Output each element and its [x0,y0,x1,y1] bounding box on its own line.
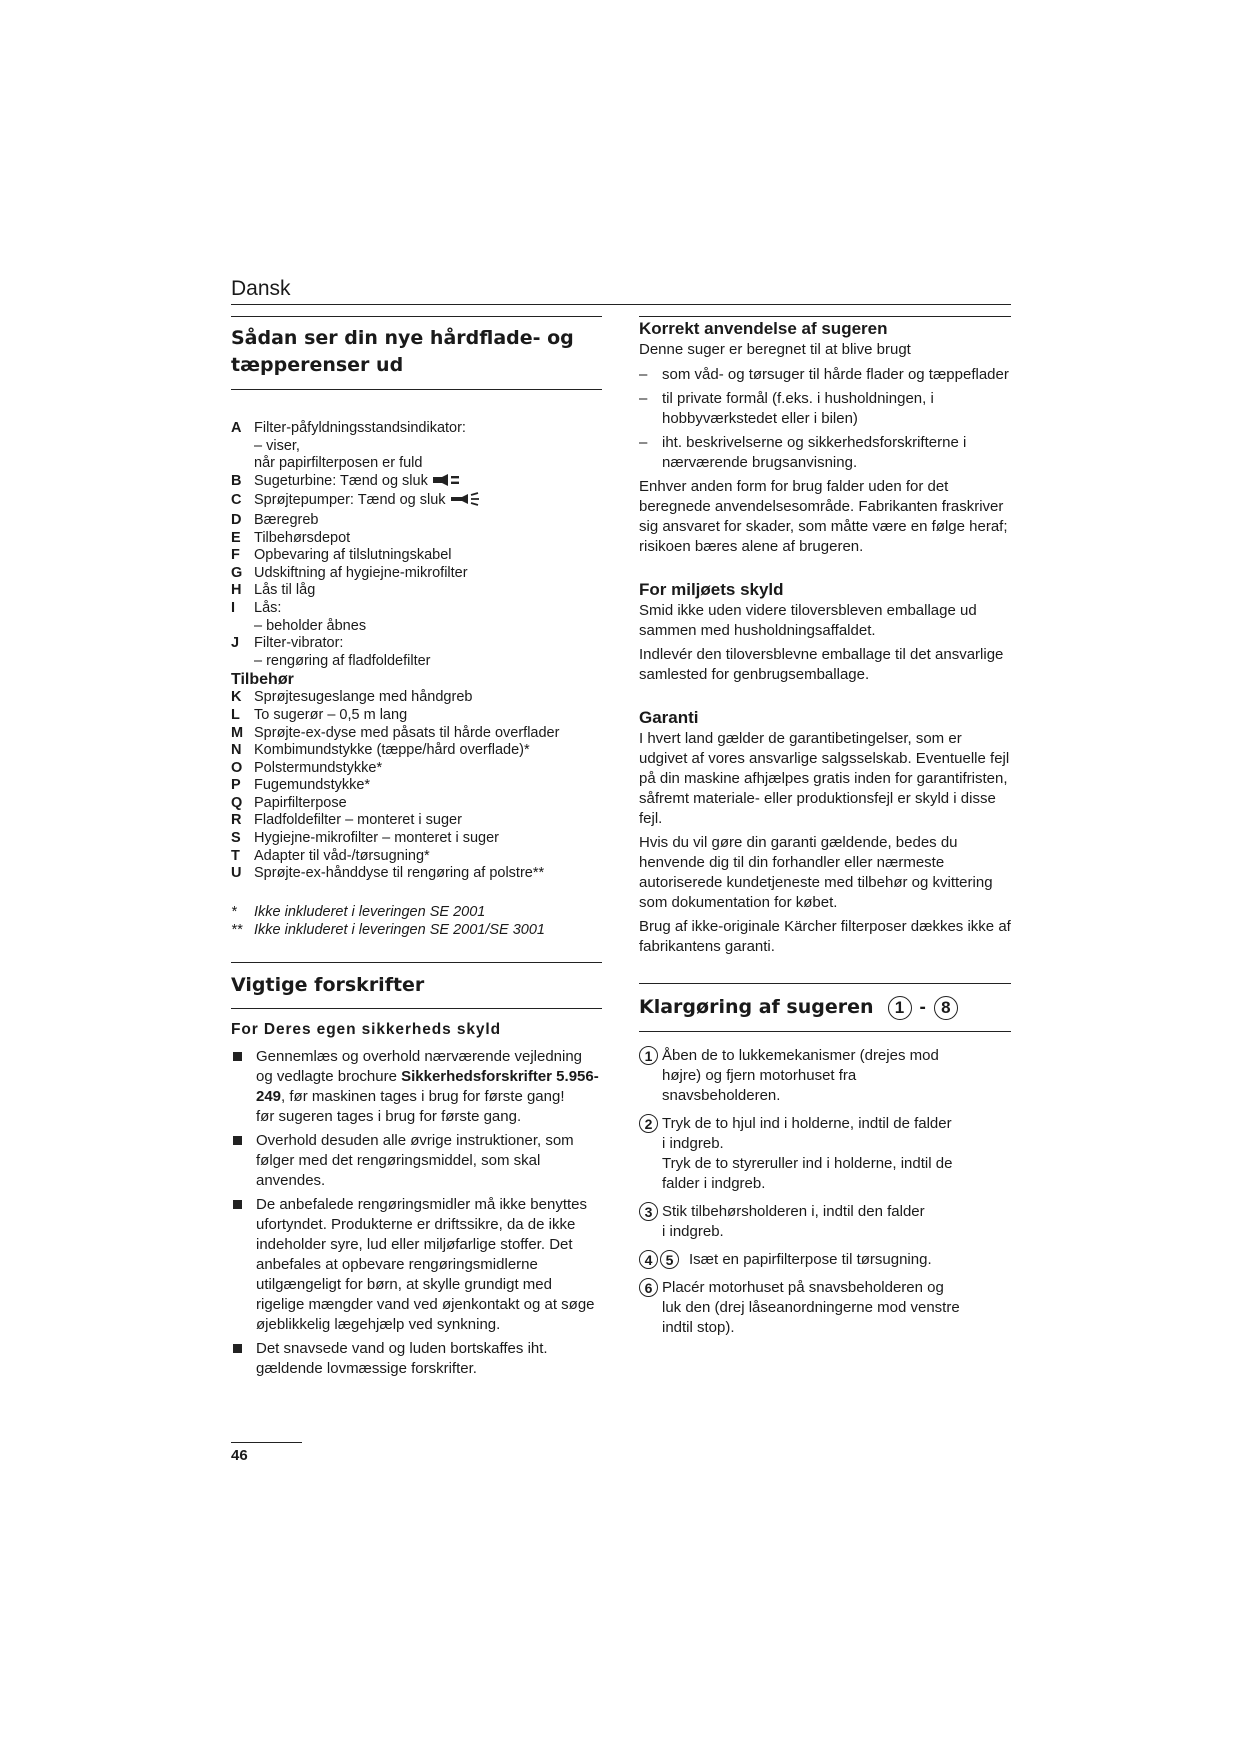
accessory-text: Polstermundstykke* [254,759,383,776]
footnote-text: Ikke inkluderet i leveringen SE 2001 [254,903,486,920]
accessory-row [231,742,602,760]
step-number-icon: 6 [639,1278,658,1297]
legend-row [231,473,602,493]
setup-title: Klargøring af sugeren [639,996,874,1018]
accessory-key: R [231,812,242,829]
step-number-icon: 5 [660,1250,679,1269]
legend-text: når papirfilterposen er fuld [254,455,423,472]
footnote-mark: * [231,903,237,920]
accessories-heading: Tilbehør [231,671,294,689]
legend-text: Tilbehørsdepot [254,529,351,546]
step-number-icon: 3 [639,1202,658,1221]
footnote-mark: ** [231,921,243,938]
step-numbers [639,1114,658,1194]
header-rule [231,304,1011,305]
accessory-key: O [231,759,243,776]
legend-text: Sprøjtepumper: Tænd og sluk [254,492,446,509]
warranty-title: Garanti [639,708,699,727]
safety-bullet: De anbefalede rengøringsmidler må ikke benyttes ufortyndet. Produkterne er driftssikre, da de ikke indeholder syre, lud eller miljøfarlige stoffer. Det anbefales at opbevare rengøringsmidlerne utilgængeligt for børn, at skylle grundigt med rigelige mængder vand ved øjenkontakt og at søge øjeblikkelig lægehjælp ved synkning. [231,1195,602,1335]
setup-step [639,1278,1011,1338]
step-number-icon: 1 [639,1046,658,1065]
legend-key: D [231,511,242,528]
spray-pump-switch-icon [450,492,480,512]
page-number-rule [231,1442,302,1443]
accessory-text: Fladfoldefilter – monteret i suger [254,812,462,829]
accessory-row [231,777,602,795]
step-line: Åben de to lukkemekanismer (drejes mod [662,1047,939,1064]
accessory-key: T [231,847,240,864]
legend-row [231,420,602,438]
legend-row [231,530,602,548]
accessory-row [231,689,602,707]
step-line: Tryk de to hjul ind i holderne, indtil de falder [662,1115,952,1132]
step-numbers [639,1046,658,1106]
safety-bullet: Gennemlæs og overhold nærværende vejledning og vedlagte brochure Sikkerhedsforskrifter 5.956-249, før maskinen tages i brug for første gang! før sugeren tages i brug for første gang. [231,1047,602,1127]
usage-text: til private formål (f.eks. i husholdningen, i hobbyværkstedet eller i bilen) [662,390,934,427]
step-number-icon: 2 [639,1114,658,1133]
usage-dash: – [639,366,648,383]
footnote-text: Ikke inkluderet i leveringen SE 2001/SE 3001 [254,921,545,938]
setup-steps [639,1046,1011,1338]
bullet-square-icon [233,1344,242,1353]
section-rule [231,389,602,390]
legend-text: Opbevaring af tilslutningskabel [254,547,452,564]
setup-step [639,1250,1011,1270]
legend-text: – beholder åbnes [254,617,367,634]
accessory-text: Hygiejne-mikrofilter – monteret i suger [254,830,499,847]
warranty-paragraph: Brug af ikke-originale Kärcher filterposer dækkes ikke af fabrikantens garanti. [639,918,1011,955]
accessory-row [231,848,602,866]
step-range-end: 8 [934,996,958,1020]
section-rule [639,316,1011,317]
accessories-list [231,689,602,883]
step-line: i indgreb. [662,1223,724,1240]
usage-list [639,365,1011,473]
setup-step [639,1046,1011,1106]
legend-key: B [231,472,242,489]
step-text [683,1250,932,1270]
legend-key [231,438,254,456]
usage-dash: – [639,390,648,407]
legend-text: Filter-vibrator: [254,635,344,652]
usage-dash: – [639,434,648,451]
setup-step [639,1114,1011,1194]
legend-key [231,618,254,636]
legend-text: Lås: [254,599,282,616]
safety-subtitle: For Deres egen sikkerheds skyld [231,1020,501,1038]
parts-legend [231,420,602,670]
page-language: Dansk [231,277,291,300]
accessory-row [231,725,602,743]
step-line: luk den (drej låseanordningerne mod venstre [662,1299,960,1316]
legend-text: Lås til låg [254,582,316,599]
accessory-key: M [231,724,244,741]
legend-row [231,618,602,636]
step-text [662,1202,925,1242]
legend-key: G [231,564,243,581]
step-text [662,1114,952,1194]
safety-bullet: Det snavsede vand og luden bortskaffes iht. gældende lovmæssige forskrifter. [231,1339,602,1379]
accessory-row [231,795,602,813]
step-line: indtil stop). [662,1319,735,1336]
legend-key [231,653,254,671]
section-rule [231,1008,602,1009]
accessory-text: Papirfilterpose [254,794,347,811]
section-title: Sådan ser din nye hårdflade- og tæpperenser ud [231,327,574,376]
left-column [231,316,602,1383]
page-number: 46 [231,1447,248,1464]
accessory-row [231,760,602,778]
usage-text: som våd- og tørsuger til hårde flader og tæppeflader [662,366,1009,383]
accessory-text: Sprøjte-ex-dyse med påsats til hårde overflader [254,724,560,741]
legend-row [231,455,602,473]
step-line: Stik tilbehørsholderen i, indtil den falder [662,1203,925,1220]
legend-row [231,653,602,671]
accessory-key: L [231,706,240,723]
step-line: Tryk de to styreruller ind i holderne, indtil de [662,1155,953,1172]
legend-text: – viser, [254,437,300,454]
env-paragraph: Smid ikke uden videre tiloversbleven emballage ud sammen med husholdningsaffaldet. [639,602,977,639]
accessory-text: Kombimundstykke (tæppe/hård overflade)* [254,742,530,759]
step-line: falder i indgreb. [662,1175,766,1192]
legend-row [231,438,602,456]
accessory-row [231,830,602,848]
safety-title: Vigtige forskrifter [231,973,425,996]
right-column [639,316,1011,1346]
step-numbers [639,1250,679,1270]
safety-bullets [231,1047,602,1379]
legend-key: A [231,420,242,436]
legend-key: F [231,547,240,564]
usage-title: Korrekt anvendelse af sugeren [639,319,888,338]
turbine-switch-icon [432,473,462,493]
section-rule [639,1031,1011,1032]
legend-text: Udskiftning af hygiejne-mikrofilter [254,564,468,581]
accessory-text: Sprøjte-ex-hånddyse til rengøring af polstre** [254,865,545,882]
accessory-key: K [231,689,242,706]
accessory-row [231,812,602,830]
step-numbers [639,1202,658,1242]
step-line: i indgreb. [662,1135,724,1152]
bullet-square-icon [233,1136,242,1145]
legend-key: H [231,582,242,599]
step-text [662,1278,960,1338]
legend-row [231,600,602,618]
footnote-row [231,903,602,921]
legend-text: Bæregreb [254,511,319,528]
legend-key: J [231,635,240,652]
legend-row [231,582,602,600]
legend-row [231,547,602,565]
step-text [662,1046,939,1106]
legend-text: Sugeturbine: Tænd og sluk [254,472,428,489]
usage-intro: Denne suger er beregnet til at blive brugt [639,341,911,358]
step-range-separator: - [919,996,926,1018]
legend-row [231,512,602,530]
step-number-icon: 4 [639,1250,658,1269]
accessory-text: Sprøjtesugeslange med håndgreb [254,689,473,706]
bullet-square-icon [233,1052,242,1061]
usage-item [639,389,1011,429]
step-line: Placér motorhuset på snavsbeholderen og [662,1279,944,1296]
accessory-key: Q [231,794,243,811]
usage-item [639,433,1011,473]
legend-row [231,565,602,583]
usage-item [639,365,1011,385]
accessory-row [231,865,602,883]
legend-key [231,455,254,473]
warranty-paragraph: I hvert land gælder de garantibetingelser, som er udgivet af vores ansvarlige salgsselskab. Eventuelle fejl på din maskine afhjælpes gratis inden for garantifristen, såfremt materiale- eller produktionsfejl er skyld i disse fejl. [639,730,1010,827]
step-numbers [639,1278,658,1338]
step-line: snavsbeholderen. [662,1087,781,1104]
legend-key: C [231,492,242,509]
step-line: højre) og fjern motorhuset fra [662,1067,857,1084]
accessory-text: Fugemundstykke* [254,777,371,794]
legend-text: Filter-påfyldningsstandsindikator: [254,420,466,436]
accessory-row [231,707,602,725]
legend-key: E [231,529,241,546]
usage-text: iht. beskrivelserne og sikkerhedsforskrifterne i nærværende brugsanvisning. [662,434,967,471]
accessory-text: Adapter til våd-/tørsugning* [254,847,430,864]
setup-step [639,1202,1011,1242]
accessory-text: To sugerør – 0,5 m lang [254,706,408,723]
step-line: Isæt en papirfilterpose til tørsugning. [689,1251,932,1268]
footnote-row [231,921,602,939]
accessory-key: S [231,830,241,847]
usage-outro: Enhver anden form for brug falder uden for det beregnede anvendelsesområde. Fabrikanten fraskriver sig ansvaret for skader, som måtte være en følge heraf; risikoen bæres alene af brugeren. [639,478,1008,555]
legend-row [231,492,602,512]
accessory-key: N [231,742,242,759]
legend-row [231,635,602,653]
warranty-paragraph: Hvis du vil gøre din garanti gældende, bedes du henvende dig til din forhandler eller nærmeste autoriserede kundetjeneste med tilbehør og kvittering som dokumentation for købet. [639,834,993,911]
env-title: For miljøets skyld [639,580,784,599]
accessory-key: P [231,777,241,794]
footnotes [231,903,602,939]
step-range-start: 1 [888,996,912,1020]
env-paragraph: Indlevér den tiloversblevne emballage til det ansvarlige samlested for genbrugsemballage. [639,646,1004,683]
accessory-key: U [231,865,242,882]
legend-key: I [231,599,236,616]
safety-bullet: Overhold desuden alle øvrige instruktioner, som følger med det rengøringsmiddel, som skal anvendes. [231,1131,602,1191]
legend-text: – rengøring af fladfoldefilter [254,652,431,669]
bullet-square-icon [233,1200,242,1209]
